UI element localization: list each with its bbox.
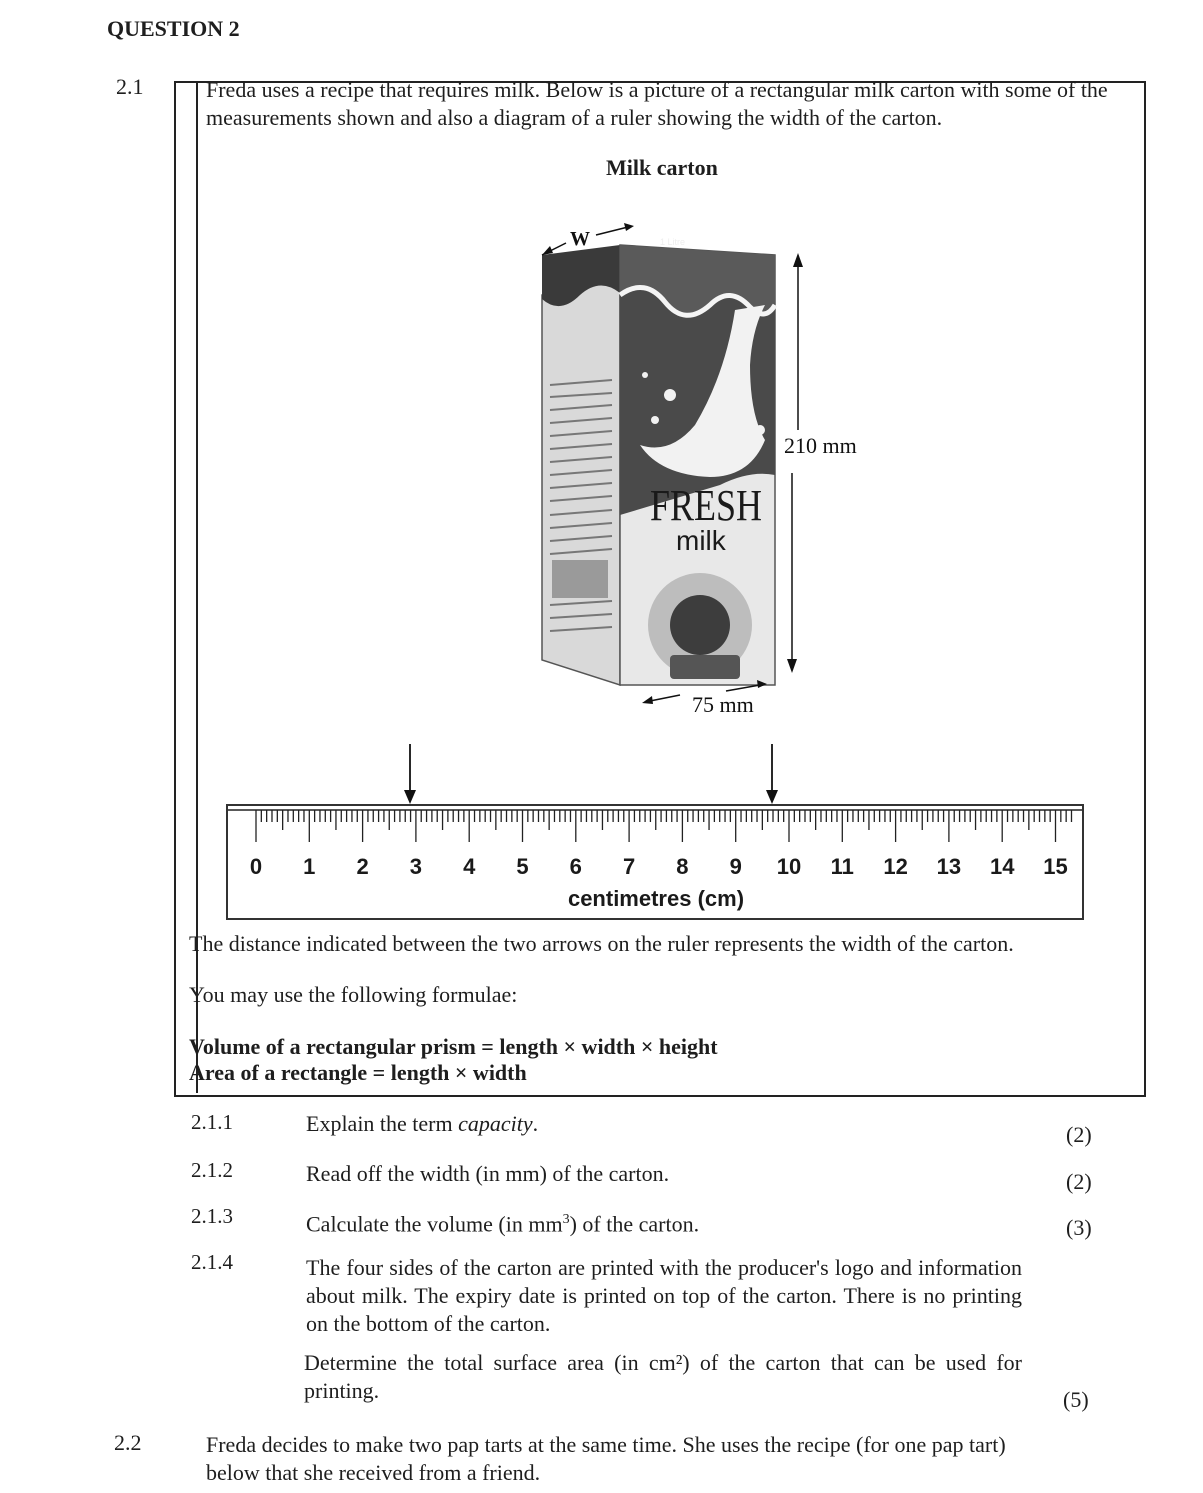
- width-arrow-right: [596, 227, 628, 235]
- ruler-scale: [228, 806, 1082, 918]
- subq-text-2-1-1: [306, 1110, 538, 1138]
- formula-area: Area of a rectangle = length × width: [189, 1060, 527, 1085]
- subq-marks-2-1-3: (3): [1066, 1215, 1092, 1240]
- ruler-unit-label: centimetres (cm): [567, 886, 745, 911]
- ruler-number: 6: [569, 854, 582, 879]
- ruler-number: 8: [676, 854, 689, 879]
- subq-text-2-1-3-a: Calculate the volume (in mm: [306, 1211, 563, 1237]
- ruler-note: The distance indicated between the two arrows on the ruler represents the width of the carton.: [189, 931, 1014, 956]
- ruler-arrows: [390, 742, 790, 808]
- length-arrow-left: [650, 695, 680, 701]
- ruler-number: 2: [356, 854, 369, 879]
- carton-side-photo: [552, 560, 608, 598]
- ruler-number: 3: [409, 854, 423, 879]
- ruler-number: 15: [1043, 854, 1068, 879]
- subq-text-2-1-3: [306, 1206, 699, 1238]
- ruler-number: 5: [516, 854, 529, 879]
- carton-brand-milk: milk: [676, 525, 726, 556]
- width-label: W: [570, 228, 590, 250]
- ruler-number: 14: [989, 854, 1015, 879]
- subq-marks-2-1-4: (5): [1063, 1387, 1089, 1412]
- subq-text-2-1-1-a: Explain the term: [306, 1111, 459, 1136]
- subq-text-2-1-2: Read off the width (in mm) of the carton.: [306, 1161, 670, 1186]
- subq-text-2-1-1-b: .: [532, 1111, 539, 1136]
- ruler-number: 10: [776, 854, 802, 879]
- ruler-number: 9: [729, 854, 742, 879]
- subq-text-2-1-1-italic: capacity: [458, 1111, 533, 1136]
- ruler: [226, 804, 1084, 920]
- carton-volume-text: 1 Litre: [660, 237, 686, 247]
- ruler-number: 0: [249, 854, 263, 879]
- subq-text-2-1-3-sup: 3: [562, 1212, 570, 1227]
- question-number-2-1: 2.1: [116, 74, 144, 99]
- carton-brand-fresh: FRESH: [650, 481, 762, 530]
- carton-side-face: [542, 275, 620, 685]
- length-label: 75 mm: [692, 692, 754, 717]
- ruler-number: 4: [463, 854, 476, 879]
- formula-volume: Volume of a rectangular prism = length × width × height: [189, 1034, 718, 1059]
- subq-marks-2-1-1: (2): [1066, 1122, 1092, 1147]
- subq-text-2-1-3-b: ) of the carton.: [569, 1211, 700, 1237]
- subq-number-2-1-1: 2.1.1: [191, 1110, 233, 1134]
- formula-intro: You may use the following formulae:: [189, 982, 518, 1007]
- subq-text-2-1-4-part2: Determine the total surface area (in cm²) of the carton that can be used for printing.: [304, 1350, 1022, 1403]
- ruler-number: 11: [830, 854, 854, 879]
- ruler-number: 7: [622, 854, 636, 879]
- height-label: 210 mm: [784, 433, 857, 458]
- subq-number-2-1-4: 2.1.4: [191, 1250, 233, 1274]
- ruler-number: 13: [936, 854, 962, 879]
- length-arrow-right: [726, 685, 760, 691]
- carton-title: Milk carton: [606, 155, 718, 180]
- subq-text-2-1-4: The four sides of the carton are printed with the producer's logo and information about milk. The expiry date is printed on top of the carton. There is no printing on the bottom of the carton.: [306, 1255, 1022, 1336]
- question-heading: QUESTION 2: [107, 16, 240, 41]
- subq-number-2-1-2: 2.1.2: [191, 1158, 233, 1182]
- question-2-2-text: Freda decides to make two pap tarts at the same time. She uses the recipe (for one pap tart) below that she received from a friend.: [206, 1432, 1006, 1485]
- question-number-2-2: 2.2: [114, 1430, 142, 1455]
- subq-number-2-1-3: 2.1.3: [191, 1204, 233, 1228]
- carton-badge: [670, 655, 740, 679]
- ruler-number: 1: [303, 854, 316, 879]
- intro-text: Freda uses a recipe that requires milk. Below is a picture of a rectangular milk carton with some of the measurements shown and also a diagram of a ruler showing the width of the carton.: [206, 77, 1108, 130]
- milk-carton-illustration: [520, 215, 880, 725]
- subq-marks-2-1-2: (2): [1066, 1169, 1092, 1194]
- ruler-number: 12: [883, 854, 908, 879]
